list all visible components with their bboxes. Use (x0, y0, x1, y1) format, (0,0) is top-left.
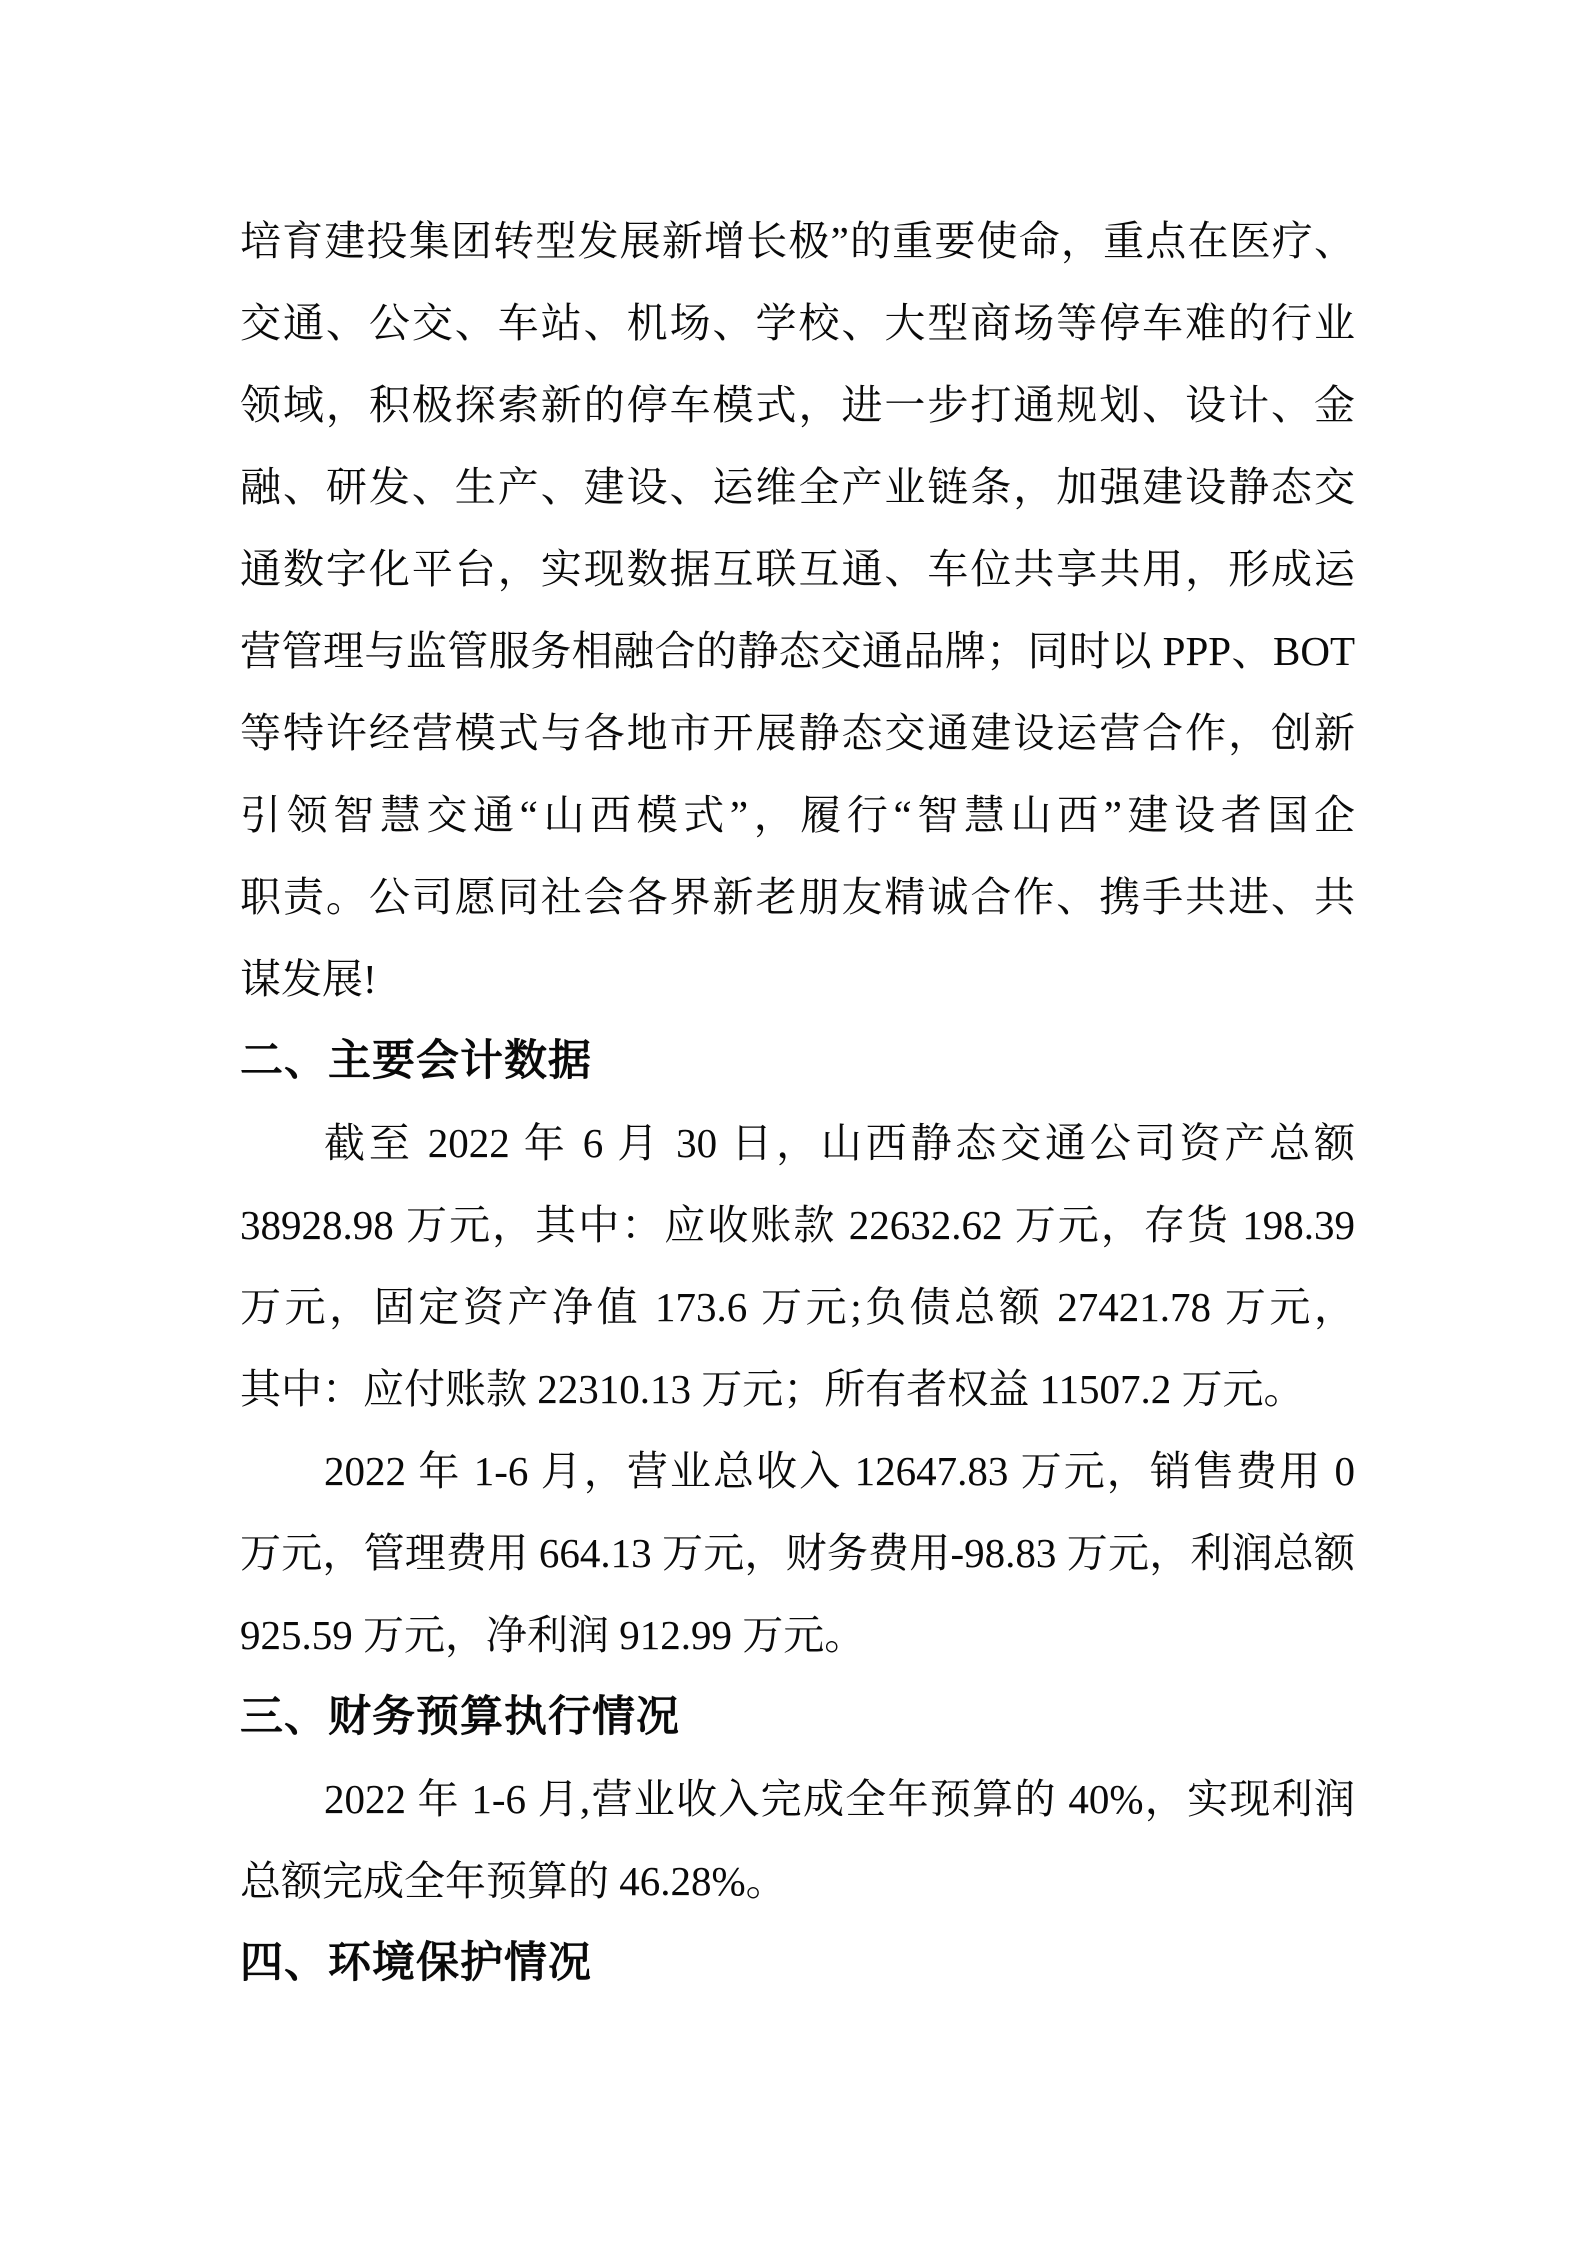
body-paragraph (240, 200, 1355, 1020)
text-line: 职责。公司愿同社会各界新老朋友精诚合作、携手共进、共 (240, 874, 1355, 920)
text-line: 谋发展! (240, 956, 377, 1002)
section-heading: 三、财务预算执行情况 (240, 1693, 680, 1741)
text-line: 交通、公交、车站、机场、学校、大型商场等停车难的行业 (240, 300, 1355, 346)
text-line: 培育建投集团转型发展新增长极”的重要使命，重点在医疗、 (240, 218, 1355, 264)
text-line: 领域，积极探索新的停车模式，进一步打通规划、设计、金 (240, 382, 1355, 428)
document-body (240, 200, 1355, 2004)
text-line: 万元，固定资产净值 173.6 万元;负债总额 27421.78 万元， (240, 1284, 1355, 1330)
text-line: 引领智慧交通“山西模式”，履行“智慧山西”建设者国企 (240, 792, 1355, 838)
text-line: 营管理与监管服务相融合的静态交通品牌；同时以 PPP、BOT (240, 628, 1355, 674)
text-line: 38928.98 万元，其中：应收账款 22632.62 万元，存货 198.39 (240, 1202, 1355, 1248)
text-line: 截至 2022 年 6 月 30 日，山西静态交通公司资产总额 (324, 1120, 1355, 1166)
text-line: 融、研发、生产、建设、运维全产业链条，加强建设静态交 (240, 464, 1355, 510)
text-line: 通数字化平台，实现数据互联互通、车位共享共用，形成运 (240, 546, 1355, 592)
text-line: 2022 年 1-6 月，营业总收入 12647.83 万元，销售费用 0 (324, 1448, 1355, 1494)
text-line: 等特许经营模式与各地市开展静态交通建设运营合作，创新 (240, 710, 1355, 756)
text-line: 万元，管理费用 664.13 万元，财务费用-98.83 万元，利润总额 (240, 1530, 1355, 1576)
section-heading: 二、主要会计数据 (240, 1037, 592, 1085)
text-line: 总额完成全年预算的 46.28%。 (240, 1858, 787, 1904)
body-paragraph (240, 1102, 1355, 1430)
body-paragraph (240, 1430, 1355, 1676)
text-line: 2022 年 1-6 月,营业收入完成全年预算的 40%，实现利润 (324, 1776, 1355, 1822)
section-heading: 四、环境保护情况 (240, 1939, 592, 1987)
text-line: 其中：应付账款 22310.13 万元；所有者权益 11507.2 万元。 (240, 1366, 1305, 1412)
body-paragraph (240, 1758, 1355, 1922)
text-line: 925.59 万元，净利润 912.99 万元。 (240, 1612, 866, 1658)
